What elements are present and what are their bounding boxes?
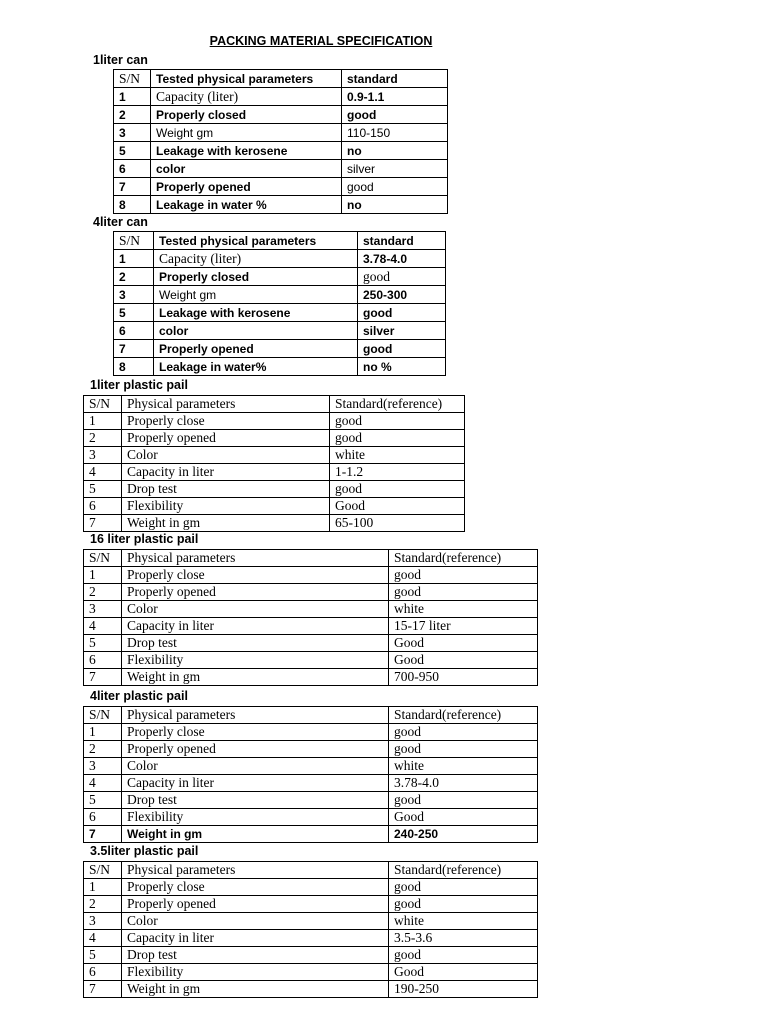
table-row bbox=[84, 913, 538, 930]
row-parameter: Flexibility bbox=[122, 498, 330, 515]
header-parameter: Physical parameters bbox=[122, 707, 389, 724]
row-standard: good bbox=[330, 413, 465, 430]
row-parameter: Weight gm bbox=[151, 124, 342, 142]
section-title-4liter-can: 4liter can bbox=[93, 215, 148, 229]
table-row bbox=[84, 758, 538, 775]
row-parameter: Properly opened bbox=[122, 896, 389, 913]
row-parameter: Capacity (liter) bbox=[151, 88, 342, 106]
table-row bbox=[84, 826, 538, 843]
table-header-row bbox=[84, 550, 538, 567]
header-standard: standard bbox=[358, 232, 446, 250]
table-row bbox=[114, 124, 448, 142]
header-standard: Standard(reference) bbox=[389, 862, 538, 879]
row-parameter: Leakage with kerosene bbox=[154, 304, 358, 322]
row-sn: 6 bbox=[84, 498, 122, 515]
row-sn: 6 bbox=[84, 809, 122, 826]
row-standard: good bbox=[389, 947, 538, 964]
table-row bbox=[84, 775, 538, 792]
table-row bbox=[84, 601, 538, 618]
row-standard: good bbox=[389, 896, 538, 913]
row-standard: good bbox=[389, 741, 538, 758]
table-row bbox=[114, 286, 446, 304]
row-standard: 3.78-4.0 bbox=[358, 250, 446, 268]
table-row bbox=[84, 618, 538, 635]
row-parameter: Flexibility bbox=[122, 809, 389, 826]
row-sn: 7 bbox=[84, 826, 122, 843]
header-parameter: Physical parameters bbox=[122, 862, 389, 879]
row-parameter: Capacity in liter bbox=[122, 930, 389, 947]
row-sn: 2 bbox=[84, 741, 122, 758]
row-standard: Good bbox=[389, 809, 538, 826]
row-parameter: color bbox=[151, 160, 342, 178]
row-parameter: Color bbox=[122, 913, 389, 930]
table-4liter-can bbox=[113, 231, 446, 376]
table-row bbox=[114, 340, 446, 358]
row-parameter: Leakage with kerosene bbox=[151, 142, 342, 160]
row-parameter: Weight in gm bbox=[122, 515, 330, 532]
document-title: PACKING MATERIAL SPECIFICATION bbox=[209, 34, 433, 48]
row-parameter: Color bbox=[122, 758, 389, 775]
table-row bbox=[84, 413, 465, 430]
row-parameter: Leakage in water% bbox=[154, 358, 358, 376]
row-standard: 15-17 liter bbox=[389, 618, 538, 635]
row-standard: good bbox=[389, 792, 538, 809]
row-standard: silver bbox=[358, 322, 446, 340]
section-title-1liter-can: 1liter can bbox=[93, 53, 148, 67]
section-title-16liter-plastic-pail: 16 liter plastic pail bbox=[90, 532, 199, 546]
table-header-row bbox=[84, 862, 538, 879]
section-title-3-5liter-plastic-pail: 3.5liter plastic pail bbox=[90, 844, 199, 858]
header-sn: S/N bbox=[84, 396, 122, 413]
table-row bbox=[84, 930, 538, 947]
row-standard: 3.5-3.6 bbox=[389, 930, 538, 947]
row-standard: 250-300 bbox=[358, 286, 446, 304]
row-standard: good bbox=[358, 304, 446, 322]
section-title-1liter-plastic-pail: 1liter plastic pail bbox=[90, 378, 188, 392]
row-parameter: Drop test bbox=[122, 792, 389, 809]
table-row bbox=[84, 652, 538, 669]
table-row bbox=[84, 498, 465, 515]
row-parameter: Properly closed bbox=[154, 268, 358, 286]
table-1liter-can bbox=[113, 69, 448, 214]
header-parameter: Tested physical parameters bbox=[151, 70, 342, 88]
row-sn: 6 bbox=[84, 964, 122, 981]
row-sn: 4 bbox=[84, 618, 122, 635]
row-sn: 5 bbox=[84, 947, 122, 964]
table-row bbox=[84, 635, 538, 652]
row-sn: 1 bbox=[84, 879, 122, 896]
header-standard: Standard(reference) bbox=[389, 707, 538, 724]
row-sn: 6 bbox=[114, 322, 154, 340]
header-sn: S/N bbox=[114, 232, 154, 250]
row-parameter: Weight in gm bbox=[122, 981, 389, 998]
row-sn: 4 bbox=[84, 930, 122, 947]
row-standard: good bbox=[330, 481, 465, 498]
row-parameter: Drop test bbox=[122, 947, 389, 964]
row-parameter: Weight gm bbox=[154, 286, 358, 304]
table-row bbox=[84, 947, 538, 964]
row-sn: 3 bbox=[114, 286, 154, 304]
row-parameter: Properly close bbox=[122, 724, 389, 741]
table-row bbox=[114, 250, 446, 268]
row-parameter: Color bbox=[122, 601, 389, 618]
header-sn: S/N bbox=[84, 707, 122, 724]
row-sn: 5 bbox=[84, 635, 122, 652]
row-parameter: Properly close bbox=[122, 567, 389, 584]
row-standard: no % bbox=[358, 358, 446, 376]
header-parameter: Tested physical parameters bbox=[154, 232, 358, 250]
row-standard: good bbox=[330, 430, 465, 447]
row-sn: 6 bbox=[84, 652, 122, 669]
row-parameter: Capacity (liter) bbox=[154, 250, 358, 268]
row-standard: 190-250 bbox=[389, 981, 538, 998]
table-row bbox=[114, 160, 448, 178]
row-standard: no bbox=[342, 142, 448, 160]
row-standard: Good bbox=[389, 964, 538, 981]
row-sn: 5 bbox=[114, 304, 154, 322]
row-standard: silver bbox=[342, 160, 448, 178]
table-row bbox=[114, 196, 448, 214]
row-parameter: Weight in gm bbox=[122, 669, 389, 686]
table-header-row bbox=[114, 232, 446, 250]
row-parameter: color bbox=[154, 322, 358, 340]
row-sn: 2 bbox=[114, 106, 151, 124]
row-sn: 1 bbox=[84, 413, 122, 430]
row-sn: 3 bbox=[84, 601, 122, 618]
table-row bbox=[84, 741, 538, 758]
row-standard: good bbox=[389, 584, 538, 601]
row-standard: good bbox=[358, 268, 446, 286]
row-standard: good bbox=[358, 340, 446, 358]
row-standard: 1-1.2 bbox=[330, 464, 465, 481]
row-parameter: Properly opened bbox=[122, 430, 330, 447]
row-parameter: Drop test bbox=[122, 635, 389, 652]
row-parameter: Properly close bbox=[122, 413, 330, 430]
table-row bbox=[84, 964, 538, 981]
row-sn: 3 bbox=[84, 913, 122, 930]
table-row bbox=[84, 567, 538, 584]
row-sn: 4 bbox=[84, 775, 122, 792]
row-sn: 8 bbox=[114, 196, 151, 214]
row-sn: 1 bbox=[84, 567, 122, 584]
row-sn: 1 bbox=[114, 88, 151, 106]
row-sn: 7 bbox=[84, 515, 122, 532]
table-header-row bbox=[114, 70, 448, 88]
table-row bbox=[84, 430, 465, 447]
row-standard: good bbox=[389, 567, 538, 584]
table-row bbox=[84, 515, 465, 532]
row-sn: 2 bbox=[114, 268, 154, 286]
table-row bbox=[114, 268, 446, 286]
row-sn: 3 bbox=[84, 758, 122, 775]
row-standard: good bbox=[342, 106, 448, 124]
row-standard: 0.9-1.1 bbox=[342, 88, 448, 106]
row-parameter: Capacity in liter bbox=[122, 775, 389, 792]
header-parameter: Physical parameters bbox=[122, 550, 389, 567]
row-parameter: Weight in gm bbox=[122, 826, 389, 843]
row-standard: good bbox=[389, 879, 538, 896]
row-parameter: Flexibility bbox=[122, 964, 389, 981]
row-standard: white bbox=[389, 601, 538, 618]
table-16liter-plastic-pail bbox=[83, 549, 538, 686]
row-parameter: Properly opened bbox=[151, 178, 342, 196]
row-standard: 110-150 bbox=[342, 124, 448, 142]
row-standard: no bbox=[342, 196, 448, 214]
row-sn: 7 bbox=[84, 669, 122, 686]
table-row bbox=[114, 358, 446, 376]
row-sn: 2 bbox=[84, 896, 122, 913]
row-sn: 1 bbox=[84, 724, 122, 741]
header-sn: S/N bbox=[84, 550, 122, 567]
table-row bbox=[84, 879, 538, 896]
header-sn: S/N bbox=[114, 70, 151, 88]
table-row bbox=[84, 981, 538, 998]
row-standard: good bbox=[389, 724, 538, 741]
row-sn: 5 bbox=[84, 481, 122, 498]
row-sn: 3 bbox=[114, 124, 151, 142]
table-row bbox=[114, 88, 448, 106]
row-sn: 6 bbox=[114, 160, 151, 178]
table-row bbox=[84, 724, 538, 741]
header-standard: Standard(reference) bbox=[389, 550, 538, 567]
table-row bbox=[114, 106, 448, 124]
table-row bbox=[84, 809, 538, 826]
table-row bbox=[84, 792, 538, 809]
row-sn: 1 bbox=[114, 250, 154, 268]
row-sn: 8 bbox=[114, 358, 154, 376]
row-parameter: Color bbox=[122, 447, 330, 464]
table-row bbox=[84, 669, 538, 686]
row-sn: 4 bbox=[84, 464, 122, 481]
row-parameter: Properly close bbox=[122, 879, 389, 896]
table-row bbox=[114, 322, 446, 340]
table-4liter-plastic-pail bbox=[83, 706, 538, 843]
table-header-row bbox=[84, 707, 538, 724]
row-sn: 5 bbox=[84, 792, 122, 809]
header-standard: Standard(reference) bbox=[330, 396, 465, 413]
row-standard: 700-950 bbox=[389, 669, 538, 686]
table-row bbox=[84, 447, 465, 464]
header-sn: S/N bbox=[84, 862, 122, 879]
table-row bbox=[84, 481, 465, 498]
row-sn: 7 bbox=[114, 178, 151, 196]
row-standard: 240-250 bbox=[389, 826, 538, 843]
row-standard: good bbox=[342, 178, 448, 196]
row-parameter: Capacity in liter bbox=[122, 464, 330, 481]
table-3-5liter-plastic-pail bbox=[83, 861, 538, 998]
table-row bbox=[84, 896, 538, 913]
table-1liter-plastic-pail bbox=[83, 395, 465, 532]
row-parameter: Properly opened bbox=[122, 741, 389, 758]
header-standard: standard bbox=[342, 70, 448, 88]
table-row bbox=[114, 178, 448, 196]
row-sn: 2 bbox=[84, 430, 122, 447]
row-parameter: Flexibility bbox=[122, 652, 389, 669]
row-parameter: Leakage in water % bbox=[151, 196, 342, 214]
row-parameter: Properly closed bbox=[151, 106, 342, 124]
row-parameter: Properly opened bbox=[154, 340, 358, 358]
row-standard: 3.78-4.0 bbox=[389, 775, 538, 792]
row-standard: Good bbox=[389, 652, 538, 669]
header-parameter: Physical parameters bbox=[122, 396, 330, 413]
row-sn: 5 bbox=[114, 142, 151, 160]
row-sn: 2 bbox=[84, 584, 122, 601]
row-standard: Good bbox=[330, 498, 465, 515]
row-sn: 3 bbox=[84, 447, 122, 464]
table-header-row bbox=[84, 396, 465, 413]
table-row bbox=[84, 584, 538, 601]
row-standard: white bbox=[389, 758, 538, 775]
row-parameter: Properly opened bbox=[122, 584, 389, 601]
row-standard: 65-100 bbox=[330, 515, 465, 532]
row-parameter: Capacity in liter bbox=[122, 618, 389, 635]
row-standard: white bbox=[389, 913, 538, 930]
table-row bbox=[84, 464, 465, 481]
row-parameter: Drop test bbox=[122, 481, 330, 498]
section-title-4liter-plastic-pail: 4liter plastic pail bbox=[90, 689, 188, 703]
row-standard: white bbox=[330, 447, 465, 464]
table-row bbox=[114, 142, 448, 160]
row-sn: 7 bbox=[84, 981, 122, 998]
row-sn: 7 bbox=[114, 340, 154, 358]
row-standard: Good bbox=[389, 635, 538, 652]
table-row bbox=[114, 304, 446, 322]
